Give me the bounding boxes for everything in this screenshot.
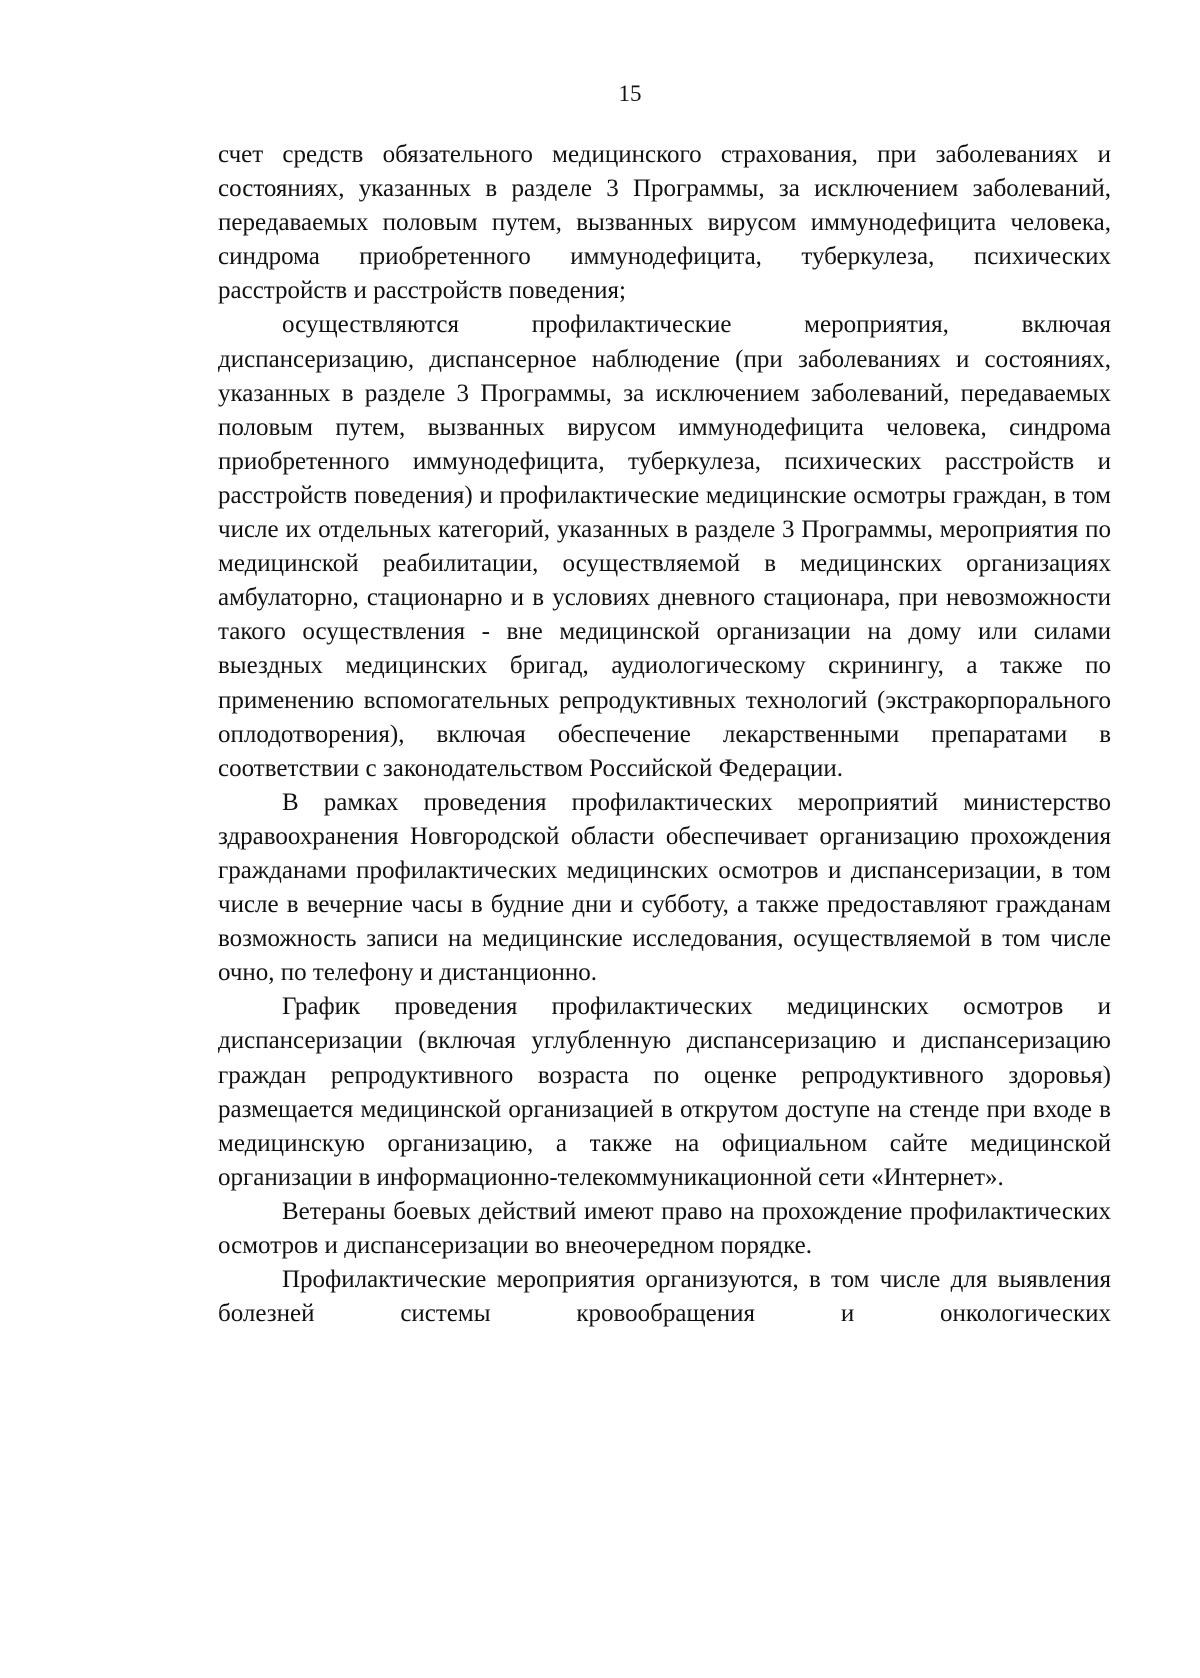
- paragraph-ministry-organization: В рамках проведения профилактических мероприятий министерство здравоохранения Новгородской области обеспечивает организацию прохождения гражданами профилактических медицинских осмотров и диспансеризации, в том числе в вечерние часы в будние дни и субботу, а также предоставляют гражданам возможность записи на медицинские исследования, осуществляемой в том числе очно, по телефону и дистанционно.: [218, 788, 1111, 987]
- document-body: [218, 138, 1111, 1331]
- paragraph-preventive-organization: Профилактические мероприятия организуются, в том числе для выявления болезней системы кровообращения и онкологических: [218, 1266, 1111, 1328]
- paragraph-veterans: Ветераны боевых действий имеют право на прохождение профилактических осмотров и диспансеризации во внеочередном порядке.: [218, 1197, 1111, 1259]
- page-number: 15: [618, 81, 642, 106]
- paragraph-preventive-measures: осуществляются профилактические мероприятия, включая диспансеризацию, диспансерное наблюдение (при заболеваниях и состояниях, указанных в разделе 3 Программы, за исключением заболеваний, передаваемых половым путем, вызванных вирусом иммунодефицита человека, синдрома приобретенного иммунодефицита, туберкулеза, психических расстройств и расстройств поведения) и профилактические медицинские осмотры граждан, в том числе их отдельных категорий, указанных в разделе 3 Программы, мероприятия по медицинской реабилитации, осуществляемой в медицинских организациях амбулаторно, стационарно и в условиях дневного стационара, при невозможности такого осуществления - вне медицинской организации на дому или силами выездных медицинских бригад, аудиологическому скринингу, а также по применению вспомогательных репродуктивных технологий (экстракорпорального оплодотворения), включая обеспечение лекарственными препаратами в соответствии с законодательством Российской Федерации.: [218, 311, 1111, 782]
- paragraph-schedule: График проведения профилактических медицинских осмотров и диспансеризации (включая углубленную диспансеризацию и диспансеризацию граждан репродуктивного возраста по оценке репродуктивного здоровья) размещается медицинской организацией в открутом доступе на стенде при входе в медицинскую организацию, а также на официальном сайте медицинской организации в информационно-телекоммуникационной сети «Интернет».: [218, 993, 1111, 1191]
- paragraph-continuation: счет средств обязательного медицинского страхования, при заболеваниях и состояниях, указанных в разделе 3 Программы, за исключением заболеваний, передаваемых половым путем, вызванных вирусом иммунодефицита человека, синдрома приобретенного иммунодефицита, туберкулеза, психических расстройств и расстройств поведения;: [218, 141, 1111, 305]
